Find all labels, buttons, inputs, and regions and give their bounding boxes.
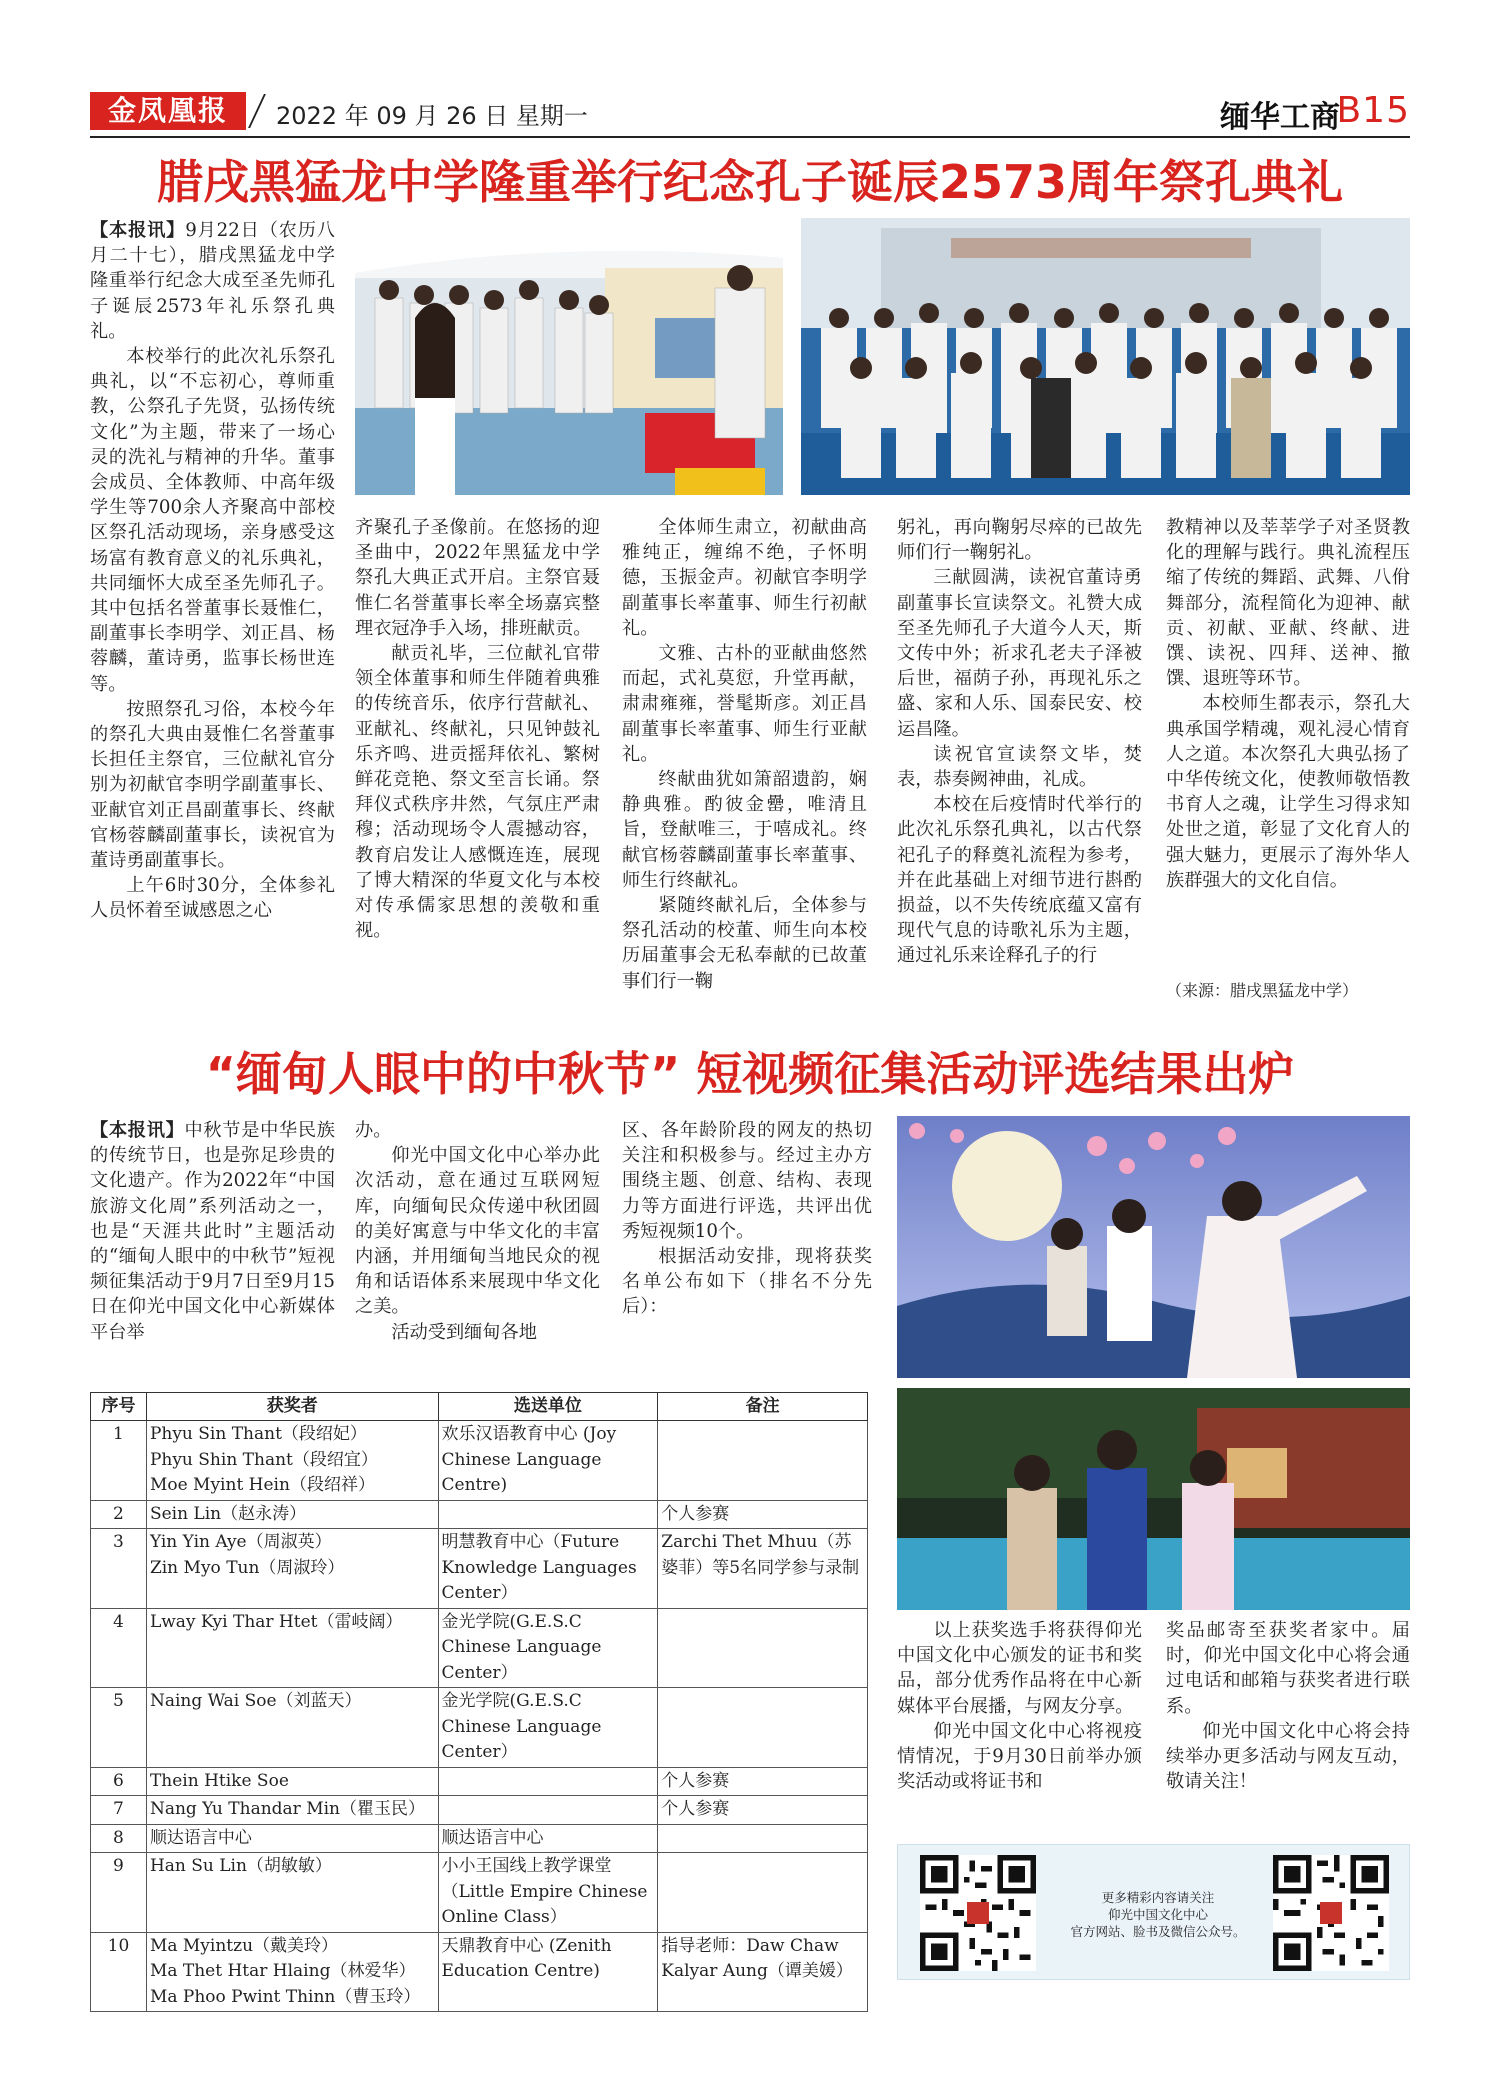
winner-names: 顺达语言中心 (146, 1824, 438, 1853)
table-header-cell: 备注 (658, 1393, 868, 1421)
article1-paragraph: 上午6时30分，全体参礼人员怀着至诚感恩之心 (90, 875, 335, 922)
table-row (91, 1608, 868, 1688)
article1-paragraph: 文雅、古朴的亚献曲悠然而起，式礼莫愆，升堂再献，肃肃雍雍，誉髦斯彦。刘正昌副董事长率董事、师生行亚献礼。 (622, 643, 867, 765)
article1-paragraph: 【本报讯】9月22日（农历八月二十七），腊戌黑猛龙中学隆重举行纪念大成至圣先师孔子诞辰2573年礼乐祭孔典礼。 (90, 220, 335, 342)
issue-date: 2022 年 09 月 26 日 星期一 (276, 102, 588, 130)
winner-names: Yin Yin Aye（周淑英） Zin Myo Tun（周淑玲） (146, 1529, 438, 1609)
article2-paragraph: 活动受到缅甸各地 (391, 1321, 537, 1343)
nominating-unit: 金光学院(G.E.S.C Chinese Language Center） (438, 1608, 658, 1688)
article2-paragraph: 奖品邮寄至获奖者家中。届时，仰光中国文化中心将会通过电话和邮箱与获奖者进行联系。 (1166, 1620, 1410, 1717)
article1-column-5 (1166, 515, 1410, 893)
qr-code-banner (897, 1844, 1410, 1980)
mid-autumn-children-photo (897, 1116, 1410, 1378)
article1-headline: 腊戌黑猛龙中学隆重举行纪念孔子诞辰2573周年祭孔典礼 (156, 155, 1344, 209)
nominating-unit: 小小王国线上教学课堂（Little Empire Chinese Online Class） (438, 1853, 658, 1933)
table-header-cell: 序号 (91, 1393, 147, 1421)
article1-paragraph: 读祝官宣读祭文毕，焚表，恭奏阙神曲，礼成。 (897, 743, 1142, 791)
nominating-unit (438, 1767, 658, 1796)
winner-names: Lway Kyi Thar Htet（雷岐阔） (146, 1608, 438, 1688)
article2-column-2 (355, 1118, 600, 1345)
row-number: 5 (91, 1688, 147, 1768)
remarks: 个人参赛 (658, 1796, 868, 1825)
row-number: 4 (91, 1608, 147, 1688)
nominating-unit: 顺达语言中心 (438, 1824, 658, 1853)
qr-code-icon[interactable] (920, 1855, 1036, 1971)
winner-names: Ma Myintzu（戴美玲） Ma Thet Htar Hlaing（林爱华） Ma Phoo Pwint Thinn（曹玉玲） (146, 1932, 438, 2012)
ceremony-photo-tent (355, 218, 783, 495)
article2-column-4 (897, 1618, 1142, 1794)
article2-paragraph: 以上获奖选手将获得仰光中国文化中心颁发的证书和奖品，部分优秀作品将在中心新媒体平台展播，与网友分享。 (897, 1620, 1142, 1717)
table-row (91, 1853, 868, 1933)
article1-source-credit: （来源：腊戌黑猛龙中学） (1166, 981, 1359, 1000)
nominating-unit: 明慧教育中心（Future Knowledge Languages Center） (438, 1529, 658, 1609)
remarks: Zarchi Thet Mhuu（苏婆菲）等5名同学参与录制 (658, 1529, 868, 1609)
article2-column-1 (90, 1118, 335, 1345)
remarks (658, 1853, 868, 1933)
article1-column-3 (622, 515, 867, 994)
ceremony-group-photo (801, 218, 1410, 495)
article1-lead-tag: 【本报讯】 (90, 220, 186, 241)
row-number: 10 (91, 1932, 147, 2012)
table-row (91, 1529, 868, 1609)
winner-names: Nang Yu Thandar Min（瞿玉民） (146, 1796, 438, 1825)
nominating-unit: 欢乐汉语教育中心 (Joy Chinese Language Centre) (438, 1421, 658, 1501)
winner-names: Naing Wai Soe（刘蓝天） (146, 1688, 438, 1768)
article1-paragraph: 本校举行的此次礼乐祭孔典礼，以“不忘初心，尊师重教，公祭孔子先贤，弘扬传统文化”为主题，带来了一场心灵的洗礼与精神的升华。董事会成员、全体教师、中高年级学生等700余人齐聚高中部校区祭孔活动现场，亲身感受这场富有教育意义的礼乐典礼，共同缅怀大成至圣先师孔子。其中包括名誉董事长聂惟仁，副董事长李明学、刘正昌、杨蓉麟，董诗勇，监事长杨世连等。 (90, 346, 335, 695)
row-number: 2 (91, 1500, 147, 1529)
article1-column-2 (355, 515, 600, 943)
article2-paragraph: 仰光中国文化中心将会持续举办更多活动与网友互动，敬请关注！ (1166, 1720, 1410, 1793)
row-number: 3 (91, 1529, 147, 1609)
remarks (658, 1421, 868, 1501)
article2-paragraph: 【本报讯】中秋节是中华民族的传统节日，也是弥足珍贵的文化遗产。作为2022年“中国旅游文化周”系列活动之一，也是“天涯共此时”主题活动的“缅甸人眼中的中秋节”短视频征集活动于9月7日至9月15日在仰光中国文化中心新媒体平台举 (90, 1120, 335, 1343)
article2-paragraph: 仰光中国文化中心举办此次活动，意在通过互联网短库，向缅甸民众传递中秋团圆的美好寓意与中华文化的丰富内涵，并用缅甸当地民众的视角和话语体系来展现中华文化之美。 (355, 1145, 600, 1318)
remarks (658, 1824, 868, 1853)
article2-column-3 (622, 1118, 872, 1320)
winner-names: Phyu Sin Thant（段绍妃） Phyu Shin Thant（段绍宜） Moe Myint Hein（段绍祥） (146, 1421, 438, 1501)
article1-column-4 (897, 515, 1142, 969)
article1-paragraph: 躬礼，再向鞠躬尽瘁的已故先师们行一鞠躬礼。 (897, 517, 1142, 564)
article1-paragraph: 全体师生肃立，初献曲高雅纯正，缠绵不绝，子怀明德，玉振金声。初献官李明学副董事长率董事、师生行初献礼。 (622, 517, 867, 639)
winners-table (90, 1392, 868, 2012)
newspaper-logo: 金凤凰报 (90, 92, 246, 130)
winner-names: Thein Htike Soe (146, 1767, 438, 1796)
table-header-row (91, 1393, 868, 1421)
table-header-cell: 获奖者 (146, 1393, 438, 1421)
section-title: 缅华工商 (1220, 100, 1340, 135)
qr-banner-text: 更多精彩内容请关注 仰光中国文化中心 官方网站、脸书及微信公众号。 (1070, 1890, 1246, 1939)
remarks: 个人参赛 (658, 1500, 868, 1529)
article2-paragraph: 办。 (355, 1120, 392, 1141)
article2-paragraph: 仰光中国文化中心将视疫情情况，于9月30日前举办颁奖活动或将证书和 (897, 1720, 1142, 1793)
table-row (91, 1824, 868, 1853)
row-number: 7 (91, 1796, 147, 1825)
remarks (658, 1608, 868, 1688)
nominating-unit (438, 1796, 658, 1825)
row-number: 8 (91, 1824, 147, 1853)
article2-paragraph: 根据活动安排，现将获奖名单公布如下（排名不分先后）： (622, 1246, 872, 1318)
remarks: 指导老师：Daw Chaw Kalyar Aung（谭美媛） (658, 1932, 868, 2012)
table-header-cell: 选送单位 (438, 1393, 658, 1421)
row-number: 6 (91, 1767, 147, 1796)
article1-paragraph: 本校在后疫情时代举行的此次礼乐祭孔典礼，以古代祭祀孔子的释奠礼流程为参考，并在此基础上对细节进行斟酌损益，以不失传统底蕴又富有现代气息的诗歌礼乐为主题，通过礼乐来诠释孔子的行 (897, 794, 1142, 967)
masthead-divider (248, 94, 266, 128)
winner-names: Sein Lin（赵永涛） (146, 1500, 438, 1529)
winner-names: Han Su Lin（胡敏敏） (146, 1853, 438, 1933)
article2-headline: “缅甸人眼中的中秋节” 短视频征集活动评选结果出炉 (205, 1047, 1295, 1101)
article1-paragraph: 按照祭孔习俗，本校今年的祭孔大典由聂惟仁名誉董事长担任主祭官，三位献礼官分别为初献官李明学副董事长、亚献官刘正昌副董事长、终献官杨蓉麟副董事长，读祝官为董诗勇副董事长。 (90, 698, 335, 872)
nominating-unit: 天鼎教育中心 (Zenith Education Centre) (438, 1932, 658, 2012)
article1-paragraph: 终献曲犹如箫韶遗韵，娴静典雅。酌彼金罍，唯清且旨，登献唯三，于嘻成礼。终献官杨蓉麟副董事长率董事、师生行终献礼。 (622, 769, 867, 891)
table-row (91, 1767, 868, 1796)
masthead (90, 90, 1410, 135)
table-row (91, 1932, 868, 2012)
article1-paragraph: 教精神以及莘莘学子对圣贤教化的理解与践行。典礼流程压缩了传统的舞蹈、武舞、八佾舞部分，流程简化为迎神、献贡、初献、亚献、终献、进馔、读祝、四拜、送神、撤馔、退班等环节。 (1166, 517, 1410, 690)
masthead-rule (90, 136, 1410, 138)
article1-column-1 (90, 218, 335, 924)
table-row (91, 1796, 868, 1825)
mid-autumn-poolside-photo (897, 1388, 1410, 1610)
article1-paragraph: 紧随终献礼后，全体参与祭孔活动的校董、师生向本校历届董事会无私奉献的已故董事们行一鞠 (622, 895, 867, 992)
qr-code-icon[interactable] (1273, 1855, 1389, 1971)
remarks: 个人参赛 (658, 1767, 868, 1796)
article2-lead-tag: 【本报讯】 (90, 1120, 185, 1141)
article2-column-5 (1166, 1618, 1410, 1794)
article1-paragraph: 三献圆满，读祝官董诗勇副董事长宣读祭文。礼赞大成至圣先师孔子大道今人天，斯文传中外；祈求孔老夫子泽被后世，福荫子孙，再现礼乐之盛、家和人乐、国泰民安、校运昌隆。 (897, 567, 1142, 740)
table-row (91, 1421, 868, 1501)
article1-paragraph: 献贡礼毕，三位献礼官带领全体董事和师生伴随着典雅的传统音乐，依序行营献礼、亚献礼、终献礼，只见钟鼓礼乐齐鸣、进贡摇拜依礼、繁树鲜花竞艳、祭文至言长诵。祭拜仪式秩序井然，气氛庄严肃穆；活动现场令人震撼动容，教育启发让人感慨连连，展现了博大精深的华夏文化与本校对传承儒家思想的羡敬和重视。 (355, 643, 600, 942)
remarks (658, 1688, 868, 1768)
page-number: B15 (1336, 90, 1410, 131)
nominating-unit (438, 1500, 658, 1529)
article1-paragraph: 本校师生都表示，祭孔大典承国学精魂，观礼浸心情育人之道。本次祭孔大典弘扬了中华传统文化，使教师敬悟教书育人之魂，让学生习得求知处世之道，彰显了文化育人的强大魅力，更展示了海外华人族群强大的文化自信。 (1166, 693, 1410, 891)
nominating-unit: 金光学院(G.E.S.C Chinese Language Center） (438, 1688, 658, 1768)
table-row (91, 1500, 868, 1529)
article2-paragraph: 区、各年龄阶段的网友的热切关注和积极参与。经过主办方围绕主题、创意、结构、表现力等方面进行评选，共评出优秀短视频10个。 (622, 1120, 872, 1242)
row-number: 9 (91, 1853, 147, 1933)
table-row (91, 1688, 868, 1768)
row-number: 1 (91, 1421, 147, 1501)
article1-paragraph: 齐聚孔子圣像前。在悠扬的迎圣曲中，2022年黑猛龙中学祭孔大典正式开启。主祭官聂惟仁名誉董事长率全场嘉宾整理衣冠净手入场，排班献贡。 (355, 517, 600, 639)
